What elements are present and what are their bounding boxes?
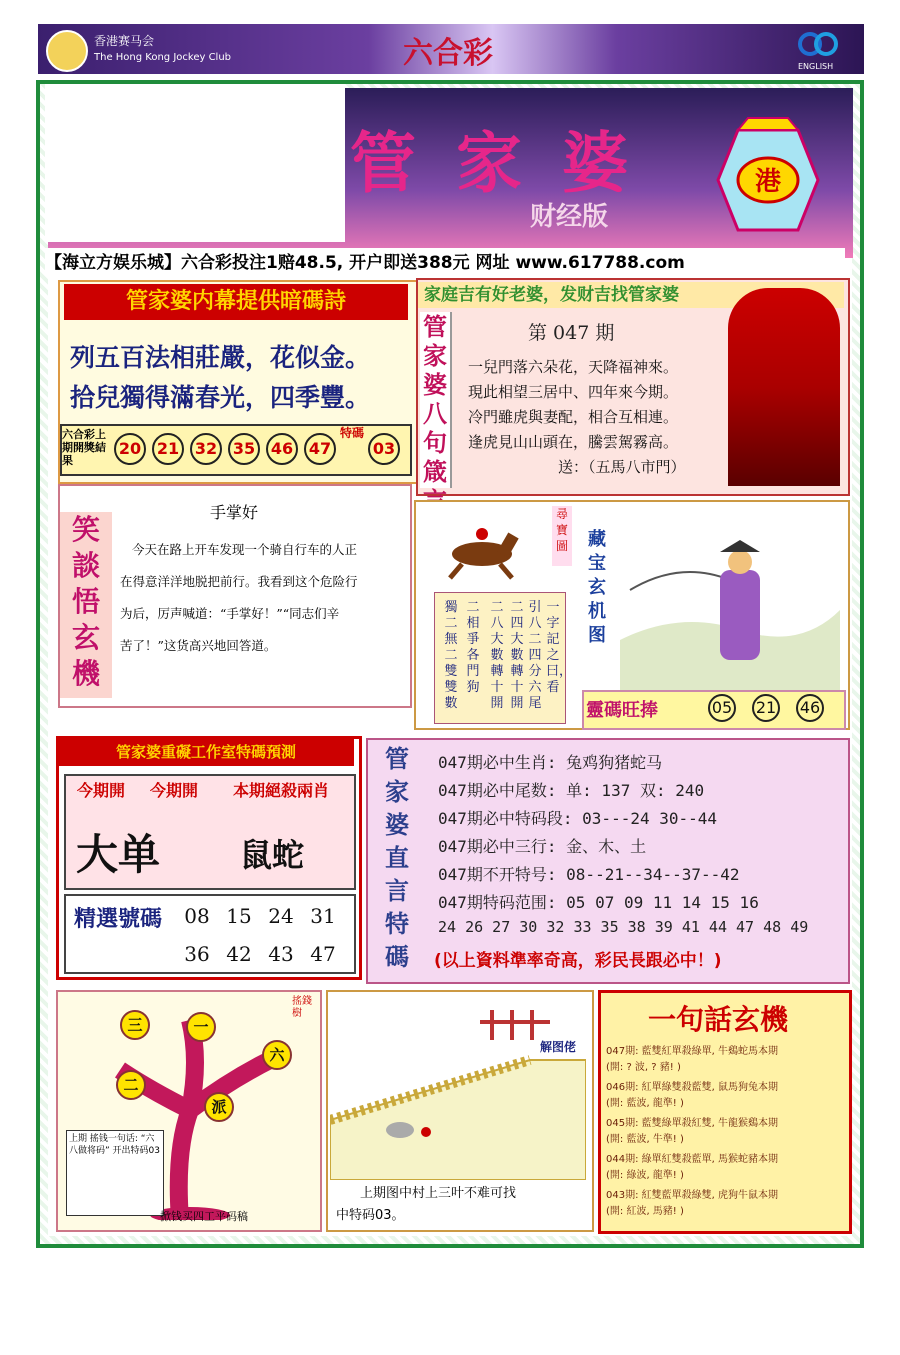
scroll-column: 一字記之曰，看 bbox=[546, 600, 573, 695]
direct-tip: 047期必中特码段: 03---24 30--44 bbox=[438, 809, 718, 828]
rabbit-scene-icon bbox=[330, 1000, 586, 1180]
direct-tips-footer: (以上資料準率奇高，彩民長跟必中！) bbox=[434, 951, 722, 971]
riddle-line: (開: 藍波, 牛準! ) bbox=[606, 1134, 684, 1145]
poem-line-1: 列五百法相莊嚴，花似金。 bbox=[70, 343, 371, 372]
forecast-number: 24 bbox=[268, 904, 294, 928]
riddle-line: 044期: 綠單紅雙殺藍單, 馬猴蛇豬本期 bbox=[606, 1154, 778, 1165]
riddle-line: 045期: 藍雙綠單殺紅雙, 牛龍猴鷄本期 bbox=[606, 1118, 778, 1129]
rings-logo-icon bbox=[788, 30, 848, 58]
scroll-column: 二四大數轉十開 bbox=[510, 600, 524, 711]
riddle-line: 043期: 紅雙藍單殺綠雙, 虎狗牛鼠本期 bbox=[606, 1190, 778, 1201]
forecast-number: 36 bbox=[184, 942, 210, 966]
joke-line: 为后，厉声喊道：“手掌好！”“同志们辛 bbox=[120, 606, 340, 621]
riddle-line: 046期: 紅單綠雙殺藍雙, 鼠馬狗兔本期 bbox=[606, 1082, 778, 1093]
jockey-club-logo-icon[interactable] bbox=[46, 30, 88, 72]
joke-line: 在得意洋洋地脱把前行。我看到这个危险行 bbox=[120, 574, 358, 589]
lucky-ball: 05 bbox=[708, 694, 736, 722]
direct-tip: 047期特码范围: 05 07 09 11 14 15 16 bbox=[438, 893, 759, 912]
eight-line-text: 送：（五馬八市門） bbox=[558, 458, 686, 476]
riddle-title: 一句話玄機 bbox=[647, 1003, 788, 1036]
forecast-head: 本期絕殺兩肖 bbox=[232, 781, 329, 800]
forecast-pick-label: 精選號碼 bbox=[73, 906, 162, 932]
forecast-number: 15 bbox=[226, 904, 252, 928]
money-tree-tag: 搖錢樹 bbox=[292, 996, 312, 1019]
eight-line-text: 冷門雖虎與妻配，相合互相連。 bbox=[468, 408, 679, 426]
forecast-head: 今期開 bbox=[76, 781, 125, 800]
lantern-icon bbox=[708, 110, 828, 250]
tree-ball: 一 bbox=[186, 1012, 216, 1042]
special-label: 特碼 bbox=[340, 426, 365, 440]
scroll-column: 引八二四分六尾 bbox=[528, 600, 542, 711]
direct-tip: 24 26 27 30 32 33 35 38 39 41 44 47 48 49 bbox=[438, 918, 809, 936]
direct-tip: 047期不开特号: 08--21--34--37--42 bbox=[438, 865, 740, 884]
result-ball: 46 bbox=[266, 433, 298, 465]
lucky-pick-label: 靈碼旺捧 bbox=[586, 700, 658, 721]
racehorse-icon bbox=[432, 520, 532, 580]
lantern-text: 港 bbox=[754, 167, 782, 197]
forecast-number: 43 bbox=[268, 942, 294, 966]
result-ball: 20 bbox=[114, 433, 146, 465]
poem-title: 管家婆内幕提供暗碼詩 bbox=[64, 284, 408, 320]
poem-line-2: 拾兒獨得滿春光，四季豐。 bbox=[70, 383, 371, 412]
lucky-ball: 21 bbox=[752, 694, 780, 722]
english-link[interactable]: ENGLISH bbox=[798, 62, 834, 71]
club-name-cn: 香港赛马会 bbox=[94, 34, 155, 48]
result-ball: 35 bbox=[228, 433, 260, 465]
forecast-big-left: 大单 bbox=[76, 830, 161, 879]
banner-title: 管家婆 bbox=[350, 124, 668, 202]
forecast-big-right: 鼠蛇 bbox=[240, 836, 305, 874]
eight-line-text: 一兒門落六朵花，天降福神來。 bbox=[468, 358, 679, 376]
money-tree-caption: 掀钱买四工平码稿 bbox=[160, 1210, 248, 1223]
money-tree-note: 上期 搖钱一句话: “六八做将码” 开出特码03 bbox=[66, 1130, 164, 1216]
scene-tag: 解图佬 bbox=[540, 1040, 577, 1054]
club-name-en: The Hong Kong Jockey Club bbox=[94, 52, 232, 63]
joke-line: 今天在路上开车发现一个骑自行车的人正 bbox=[132, 542, 358, 557]
header-bar bbox=[38, 24, 864, 74]
joke-title: 手掌好 bbox=[210, 503, 259, 522]
banner-subtitle: 财经版 bbox=[530, 202, 609, 232]
brand-title: 六合彩 bbox=[403, 36, 493, 71]
eight-line-header: 家庭吉有好老婆，发财吉找管家婆 bbox=[418, 282, 844, 308]
direct-tip: 047期必中生肖: 兔鸡狗猪蛇马 bbox=[438, 753, 663, 772]
riddle-line: (開: ? 波, ? 豬! ) bbox=[606, 1062, 681, 1073]
banner-blank bbox=[45, 84, 345, 242]
tree-ball: 三 bbox=[120, 1010, 150, 1040]
lucky-ball: 46 bbox=[796, 694, 824, 722]
treasure-map-tag: 尋寶圖 bbox=[552, 506, 572, 566]
special-ball: 03 bbox=[368, 433, 400, 465]
joke-line: 苦了！”这货高兴地回答道。 bbox=[120, 638, 277, 653]
sage-illustration-icon bbox=[620, 520, 840, 690]
tree-ball: 六 bbox=[262, 1040, 292, 1070]
result-ball: 32 bbox=[190, 433, 222, 465]
eight-line-vertical-title: 管家婆八句箴 bbox=[420, 312, 452, 488]
ad-banner[interactable]: 【海立方娱乐城】六合彩投注1赔48.5, 开户即送388元 网址 www.617788.com bbox=[45, 248, 845, 273]
direct-tip: 047期必中尾数: 单: 137 双: 240 bbox=[438, 781, 705, 800]
result-ball: 21 bbox=[152, 433, 184, 465]
results-label: 六合彩上期開獎結果 bbox=[62, 428, 106, 467]
forecast-number: 47 bbox=[310, 942, 336, 966]
riddle-line: (開: 藍波, 龍準! ) bbox=[606, 1098, 684, 1109]
issue-number: 第 047 期 bbox=[528, 322, 615, 344]
result-ball: 47 bbox=[304, 433, 336, 465]
scroll-column: 二八大數轉十開 bbox=[490, 600, 504, 711]
hidden-treasure-title: 藏宝玄机图 bbox=[588, 529, 606, 646]
scene-caption: 中特码03。 bbox=[336, 1208, 405, 1223]
tree-ball: 派 bbox=[204, 1092, 234, 1122]
bride-image bbox=[728, 288, 840, 486]
eight-line-text: 現此相望三居中、四年來今期。 bbox=[468, 383, 679, 401]
forecast-head: 今期開 bbox=[149, 781, 198, 800]
joke-vertical-title: 笑談悟玄機 bbox=[60, 512, 112, 698]
tree-ball: 二 bbox=[116, 1070, 146, 1100]
scroll-column: 二相爭各門狗 bbox=[466, 600, 480, 695]
direct-tips-vertical-title: 管家婆直言特碼 bbox=[385, 744, 409, 971]
riddle-line: (開: 紅波, 馬豬! ) bbox=[606, 1206, 684, 1217]
forecast-title: 管家婆重礙工作室特碼預測 bbox=[58, 738, 354, 766]
forecast-number: 42 bbox=[226, 942, 252, 966]
forecast-number: 08 bbox=[184, 904, 210, 928]
riddle-line: (開: 綠波, 龍準! ) bbox=[606, 1170, 684, 1181]
eight-line-text: 逢虎見山山頭在，騰雲駕霧高。 bbox=[468, 433, 679, 451]
direct-tip: 047期必中三行: 金、木、土 bbox=[438, 837, 647, 856]
forecast-number: 31 bbox=[310, 904, 336, 928]
riddle-line: 047期: 藍雙紅單殺綠單, 牛鷄蛇馬本期 bbox=[606, 1046, 778, 1057]
scroll-column: 獨二無二雙雙數 bbox=[444, 600, 458, 711]
scene-caption: 上期图中村上三叶不难可找 bbox=[360, 1186, 517, 1201]
